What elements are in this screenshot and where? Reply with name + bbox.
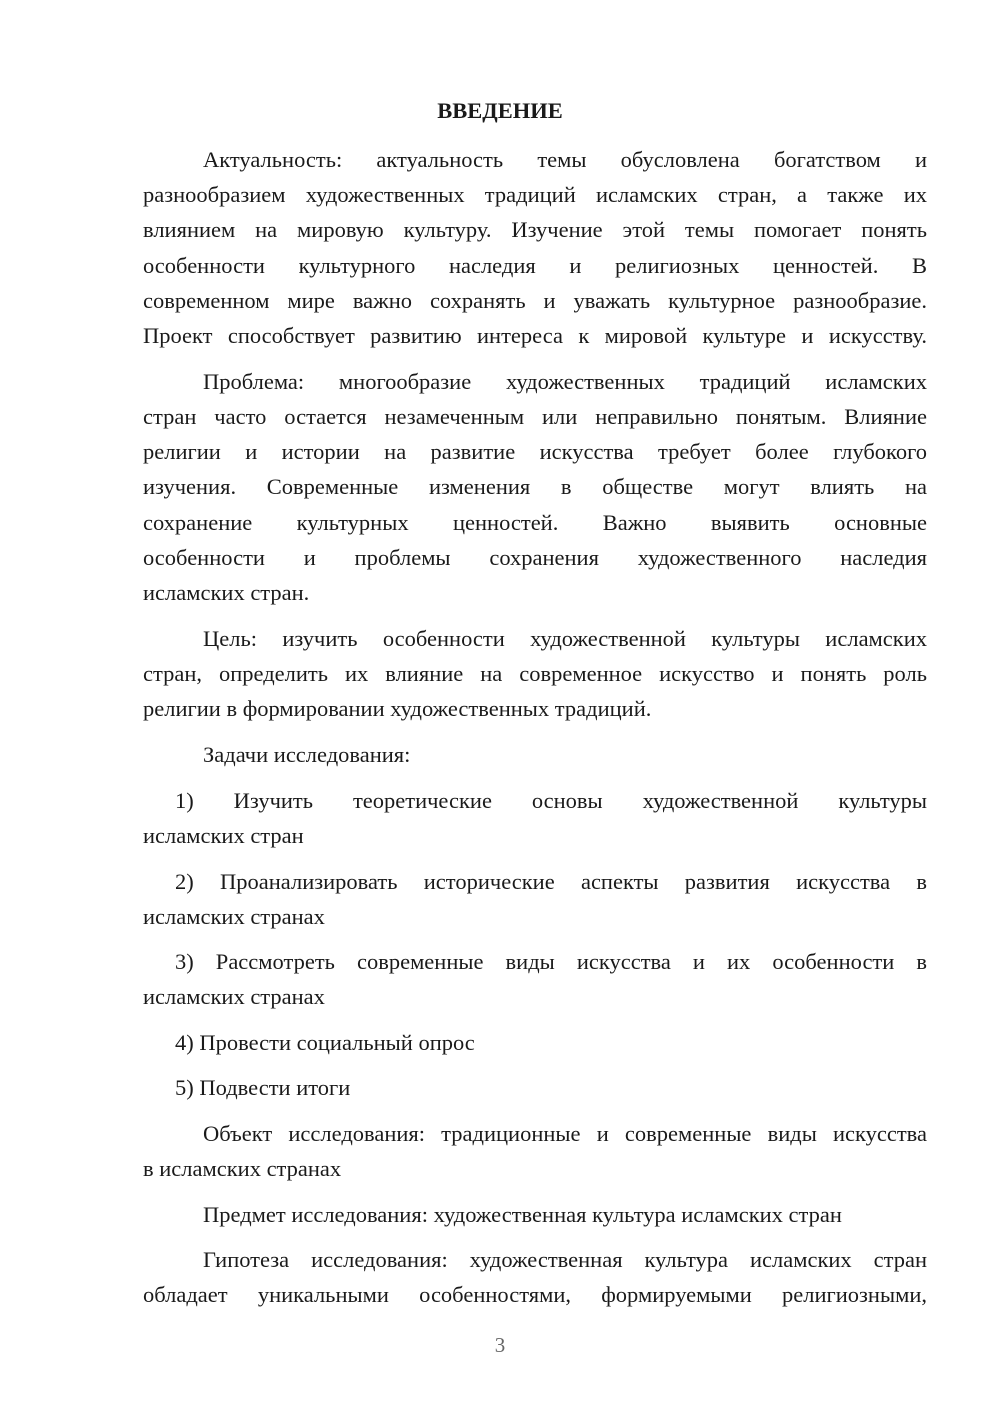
section-title: ВВЕДЕНИЕ xyxy=(437,98,563,123)
paragraph-line: стран, определить их влияние на современное искусство и понять роль xyxy=(143,661,927,686)
paragraph-line: Гипотеза исследования: художественная культура исламских стран xyxy=(203,1247,927,1272)
paragraph-line: сохранение культурных ценностей. Важно выявить основные xyxy=(143,510,927,535)
paragraph-line: религии в формировании художественных традиций. xyxy=(143,696,652,721)
paragraph-line: особенности культурного наследия и религиозных ценностей. В xyxy=(143,253,927,278)
paragraph-line: религии и истории на развитие искусства требует более глубокого xyxy=(143,439,927,464)
paragraph-line: стран часто остается незамеченным или неправильно понятым. Влияние xyxy=(143,404,927,429)
paragraph-line: Проблема: многообразие художественных традиций исламских xyxy=(203,369,927,394)
paragraph-line: Объект исследования: традиционные и современные виды искусства xyxy=(203,1121,927,1146)
list-item: 4) Провести социальный опрос xyxy=(175,1030,475,1055)
tasks-heading: Задачи исследования: xyxy=(203,742,411,767)
paragraph-line: исламских стран. xyxy=(143,580,310,605)
list-item-continuation: исламских странах xyxy=(143,984,325,1009)
list-item: 1) Изучить теоретические основы художественной культуры xyxy=(175,788,927,813)
list-item: 5) Подвести итоги xyxy=(175,1075,351,1100)
paragraph-line: в исламских странах xyxy=(143,1156,342,1181)
paragraph-line: обладает уникальными особенностями, формируемыми религиозными, xyxy=(143,1282,927,1307)
paragraph-line: особенности и проблемы сохранения художественного наследия xyxy=(143,545,927,570)
paragraph-line: влиянием на мировую культуру. Изучение этой темы помогает понять xyxy=(143,217,927,242)
list-item-continuation: исламских странах xyxy=(143,904,325,929)
paragraph-line: разнообразием художественных традиций исламских стран, а также их xyxy=(143,182,927,207)
paragraph-line: Цель: изучить особенности художественной культуры исламских xyxy=(203,626,927,651)
list-item: 3) Рассмотреть современные виды искусства и их особенности в xyxy=(175,949,927,974)
paragraph-line: Проект способствует развитию интереса к мировой культуре и искусству. xyxy=(143,323,927,348)
list-item: 2) Проанализировать исторические аспекты развития искусства в xyxy=(175,869,927,894)
paragraph-line: Предмет исследования: художественная культура исламских стран xyxy=(203,1202,842,1227)
list-item-continuation: исламских стран xyxy=(143,823,304,848)
paragraph-line: современном мире важно сохранять и уважать культурное разнообразие. xyxy=(143,288,927,313)
paragraph-line: изучения. Современные изменения в обществе могут влиять на xyxy=(143,474,927,499)
paragraph-line: Актуальность: актуальность темы обусловлена богатством и xyxy=(203,147,927,172)
page-number: 3 xyxy=(494,1333,506,1357)
